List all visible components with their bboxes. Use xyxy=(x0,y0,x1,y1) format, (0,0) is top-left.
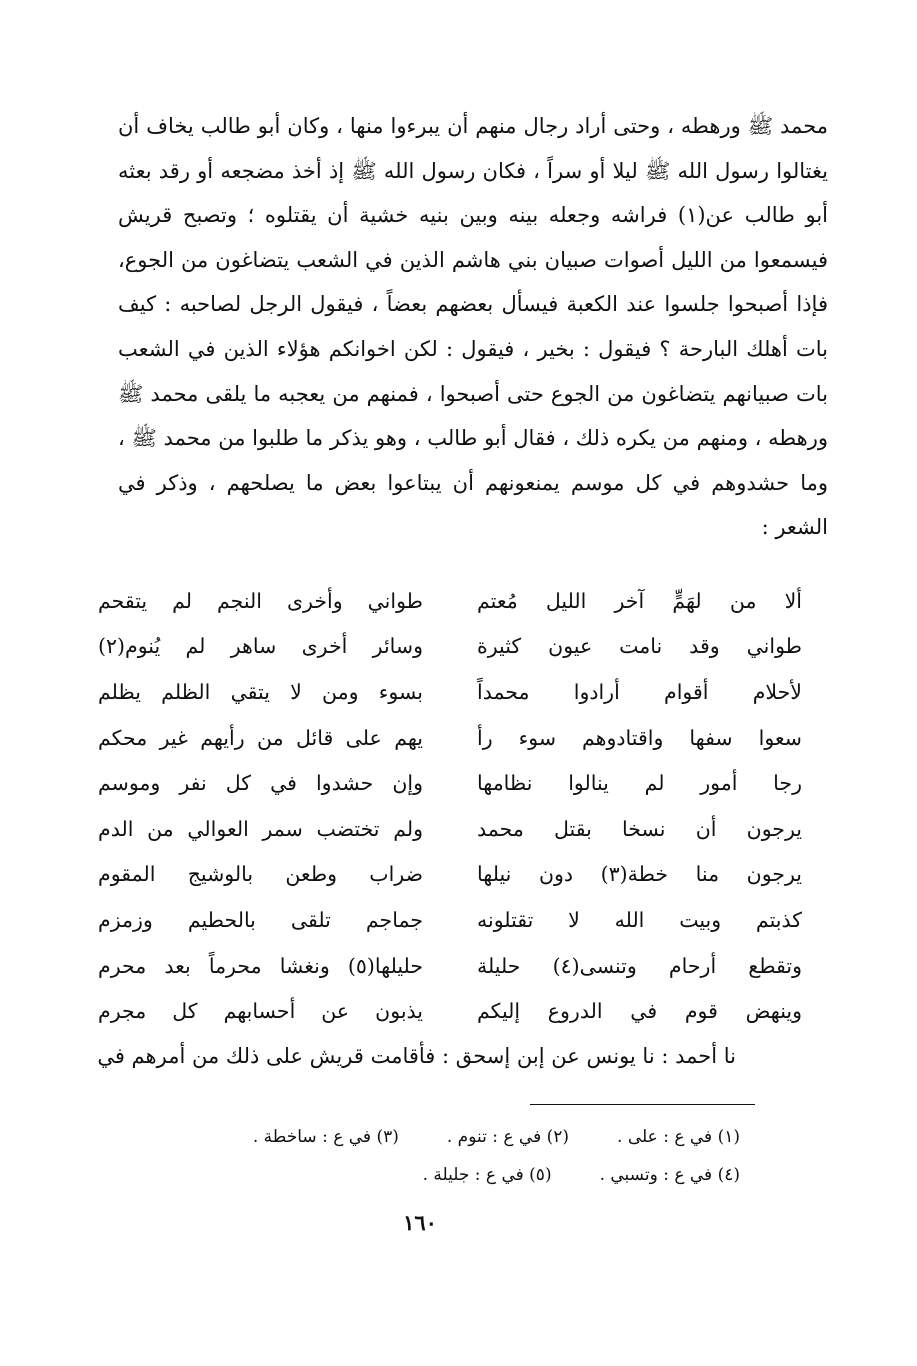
verse-first-hemistich: رجا أمور لم ينالوا نظامها xyxy=(477,771,802,796)
poem-verse xyxy=(98,852,802,898)
footnotes xyxy=(200,1118,740,1194)
poem-verse xyxy=(98,578,802,624)
verse-first-hemistich: يرجون منا خطة(٣) دون نيلها xyxy=(477,862,802,887)
footnote-row xyxy=(200,1118,740,1156)
verse-first-hemistich: سعوا سفها واقتادوهم سوء رأ xyxy=(477,725,802,750)
verse-second-hemistich: يهم على قائل من رأيهم غير محكم xyxy=(98,725,423,750)
verse-first-hemistich: وينهض قوم في الدروع إليكم xyxy=(477,999,802,1024)
poem xyxy=(98,578,802,1034)
prose-text: محمد ﷺ ورهطه ، وحتى أراد رجال منهم أن يبرءوا منها ، وكان أبو طالب يخاف أن يغتالوا رسول الله ﷺ ليلا أو سراً ، فكان رسول الله ﷺ إذ أخذ مضجعه أو رقد بعثه أبو طالب عن(١) فراشه وجعله بينه وبين بنيه خشية أن يقتلوه ؛ وتصبح قريش فيسمعوا من الليل أصوات صبيان بني هاشم الذين في الشعب يتضاغون من الجوع، فإذا أصبحوا جلسوا عند الكعبة فيسأل بعضهم بعضاً ، فيقول الرجل لصاحبه : كيف بات أهلك البارحة ؟ فيقول : بخير ، فيقول : لكن اخوانكم هؤلاء الذين في الشعب بات صبيانهم يتضاغون من الجوع حتى أصبحوا ، فمنهم من يعجبه ما يلقى محمد ﷺ ورهطه ، ومنهم من يكره ذلك ، فقال أبو طالب ، وهو يذكر ما طلبوا من محمد ﷺ ، وما حشدوهم في كل موسم يمنعونهم أن يبتاعوا بعض ما يصلحهم ، وذكر في الشعر : xyxy=(118,114,829,540)
page-number: ١٦٠ xyxy=(403,1210,437,1235)
verse-first-hemistich: لأحلام أقوام أرادوا محمداً xyxy=(477,679,802,704)
verse-second-hemistich: بسوء ومن لا يتقي الظلم يظلم xyxy=(98,679,423,704)
prose-paragraph xyxy=(118,104,828,550)
poem-verse xyxy=(98,624,802,670)
footnote-row xyxy=(200,1156,740,1194)
verse-second-hemistich: جماجم تلقى بالحطيم وزمزم xyxy=(98,907,423,932)
poem-verse xyxy=(98,988,802,1034)
verse-second-hemistich: يذبون عن أحسابهم كل مجرم xyxy=(98,999,423,1024)
verse-first-hemistich: وتقطع أرحام وتنسى(٤) حليلة xyxy=(477,953,803,978)
poem-verse xyxy=(98,897,802,943)
poem-verse xyxy=(98,806,802,852)
verse-second-hemistich: وسائر أخرى ساهر لم يُنوم(٢) xyxy=(98,634,423,659)
poem-verse xyxy=(98,669,802,715)
verse-second-hemistich: حليلها(٥) ونغشا محرماً بعد محرم xyxy=(98,953,423,978)
closing-line: نا أحمد : نا يونس عن إبن إسحق : فأقامت قريش على ذلك من أمرهم في xyxy=(97,1044,736,1068)
verse-second-hemistich: ولم تختضب سمر العوالي من الدم xyxy=(98,816,423,841)
footnote: (٤) في ع : وتسبي . xyxy=(599,1165,740,1185)
verse-second-hemistich: طواني وأخرى النجم لم يتقحم xyxy=(98,588,423,613)
verse-first-hemistich: طواني وقد نامت عيون كثيرة xyxy=(477,634,802,659)
poem-verse xyxy=(98,943,802,989)
footnote: (١) في ع : على . xyxy=(617,1127,740,1147)
verse-second-hemistich: وإن حشدوا في كل نفر وموسم xyxy=(98,771,423,796)
footnote: (٥) في ع : جليلة . xyxy=(422,1165,552,1185)
footnote-separator xyxy=(530,1104,755,1105)
verse-first-hemistich: ألا من لهَمٍّ آخر الليل مُعتم xyxy=(477,588,802,613)
verse-first-hemistich: يرجون أن نسخا بقتل محمد xyxy=(477,816,802,841)
poem-verse xyxy=(98,760,802,806)
verse-first-hemistich: كذبتم وبيت الله لا تقتلونه xyxy=(477,907,802,932)
footnote: (٢) في ع : تنوم . xyxy=(446,1127,570,1147)
poem-verse xyxy=(98,715,802,761)
footnote: (٣) في ع : ساخطة . xyxy=(252,1127,399,1147)
verse-second-hemistich: ضراب وطعن بالوشيج المقوم xyxy=(98,862,423,887)
